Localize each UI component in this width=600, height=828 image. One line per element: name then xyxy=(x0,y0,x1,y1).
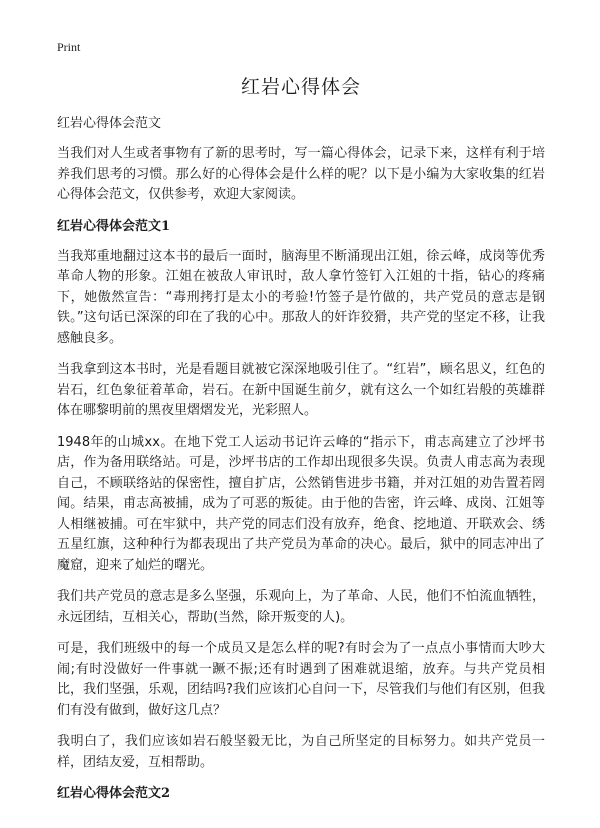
body-paragraph: 可是，我们班级中的每一个成员又是怎么样的呢?有时会为了一点点小事情而大吵大闹;有时没做好一件事就一蹶不振;还有时遇到了困难就退缩，放弃。与共产党员相比，我们坚强，乐观，团结吗?我们应该扪心自问一下，尽管我们与他们有区别，但我们有没有做到，做好这几点？ xyxy=(57,641,545,718)
document-subtitle: 红岩心得体会范文 xyxy=(57,116,162,131)
page-title: 红岩心得体会 xyxy=(240,76,361,98)
section-heading-1: 红岩心得体会范文1 xyxy=(57,218,171,234)
body-paragraph: 1948年的山城xx。在地下党工人运动书记许云峰的“指示下，甫志高建立了沙坪书店，作为备用联络站。可是，沙坪书店的工作却出现很多失误。负责人甫志高为表现自己，不顾联络站的保密性，擅自扩店，公然销售进步书籍，并对江姐的劝告置若罔闻。结果，甫志高被捕，成为了可恶的叛徒。由于他的告密，许云峰、成岗、江姐等人相继被捕。可在牢狱中，共产党的同志们没有放弃，绝食、挖地道、开联欢会、绣五星红旗，这种种行为都表现出了共产党员为革命的决心。最后，狱中的同志冲出了魔窟，迎来了灿烂的曙光。 xyxy=(57,434,545,573)
body-paragraph: 我明白了，我们应该如岩石般坚毅无比，为自己所坚定的目标努力。如共产党员一样，团结友爱，互相帮助。 xyxy=(57,734,545,770)
body-paragraph: 我们共产党员的意志是多么坚强，乐观向上，为了革命、人民，他们不怕流血牺牲，永远团结，互相关心，帮助(当然，除开叛变的人)。 xyxy=(57,589,545,625)
section-heading-2: 红岩心得体会范文2 xyxy=(57,786,171,801)
body-paragraph: 当我郑重地翻过这本书的最后一面时，脑海里不断涌现出江姐，徐云峰，成岗等优秀革命人物的形象。江姐在被敌人审讯时，敌人拿竹签钉入江姐的十指，钻心的疼痛下，她傲然宣告：“毒刑拷打是太小的考验!竹签子是竹做的，共产党员的意志是钢铁。”这句话已深深的印在了我的心中。那敌人的奸诈狡猾，共产党的坚定不移，让我感触良多。 xyxy=(57,248,545,346)
intro-paragraph: 当我们对人生或者事物有了新的思考时，写一篇心得体会，记录下来，这样有利于培养我们思考的习惯。那么好的心得体会是什么样的呢？以下是小编为大家收集的红岩心得体会范文，仅供参考，欢迎大家阅读。 xyxy=(57,146,545,202)
print-label: Print xyxy=(57,40,81,54)
body-paragraph: 当我拿到这本书时，光是看题目就被它深深地吸引住了。“红岩”，顾名思义，红色的岩石，红色象征着革命，岩石。在新中国诞生前夕，就有这么一个如红岩般的英雄群体在哪黎明前的黑夜里熠熠发光，光彩照人。 xyxy=(57,362,545,418)
